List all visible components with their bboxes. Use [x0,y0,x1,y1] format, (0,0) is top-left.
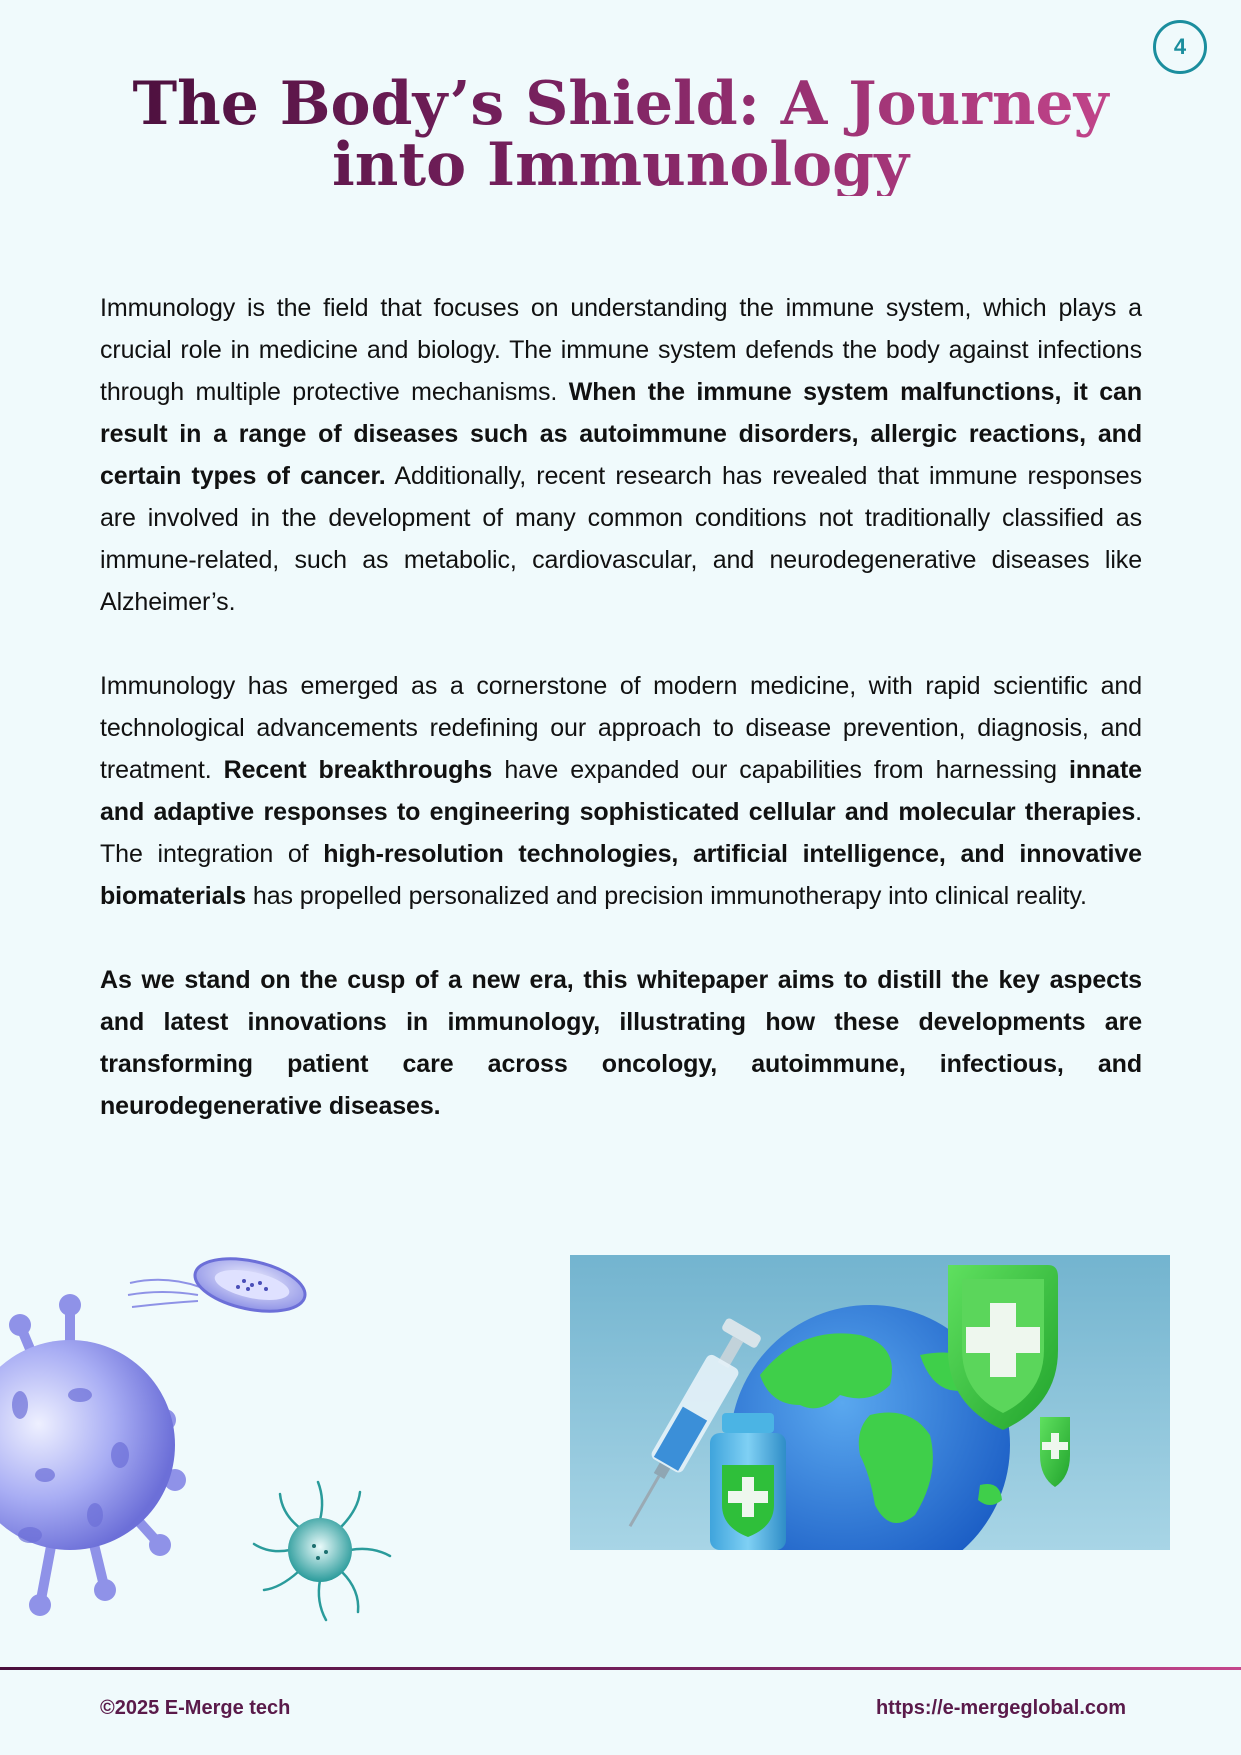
bold-text-segment: When the immune system malfunctions, it can result in a range of diseases such as autoimmune disorders, allergic reactions, and certain types of cancer. [100,378,1142,490]
page-number-badge [1153,20,1207,74]
microbe-icon [254,1482,390,1620]
virus-icon [0,1294,186,1616]
paragraph-whitepaper-aim [100,959,1142,1127]
text-segment: Immunology has emerged as a cornerstone of modern medicine, with rapid scientific and technological advancements redefining our approach to disease prevention, diagnosis, and treatment. [100,672,1142,784]
text-segment: Additionally, recent research has revealed that immune responses are involved in the development of many common conditions not traditionally classified as immune-related, such as metabolic, cardiovascular, and neurodegenerative diseases like Alzheimer’s. [100,462,1142,616]
paragraph-intro [100,287,1142,623]
healthcare-globe-image [570,1255,1170,1550]
virus-illustration [0,1245,420,1665]
vial-icon [710,1413,786,1550]
text-segment: Immunology is the field that focuses on understanding the immune system, which plays a crucial role in medicine and biology. The immune system defends the body against infections through multiple protective mechanisms. [100,294,1142,406]
bold-text-segment: high-resolution technologies, artificial intelligence, and innovative biomaterials [100,840,1142,910]
page-title: The Body’s Shield: A Journey into Immunology [100,74,1141,196]
bold-text-segment: innate and adaptive responses to engineering sophisticated cellular and molecular therapies [100,756,1142,826]
bacterium-icon [128,1250,310,1320]
footer-divider [0,1667,1241,1670]
footer-website-link[interactable]: https://e-mergeglobal.com [875,1697,1126,1719]
footer-copyright: ©2025 E-Merge tech [100,1697,291,1719]
bold-text-segment: As we stand on the cusp of a new era, this whitepaper aims to distill the key aspects and latest innovations in immunology, illustrating how these developments are transforming patient care across oncology, autoimmune, infectious, and neurodegenerative diseases. [100,966,1142,1120]
text-segment: has propelled personalized and precision immunotherapy into clinical reality. [246,882,1087,910]
text-segment: have expanded our capabilities from harnessing [492,756,1069,784]
text-segment: . The integration of [100,798,1142,868]
body-text [100,287,1142,1169]
paragraph-advancements [100,665,1142,917]
page-number: 4 [1173,34,1187,59]
bold-text-segment: Recent breakthroughs [223,756,493,784]
